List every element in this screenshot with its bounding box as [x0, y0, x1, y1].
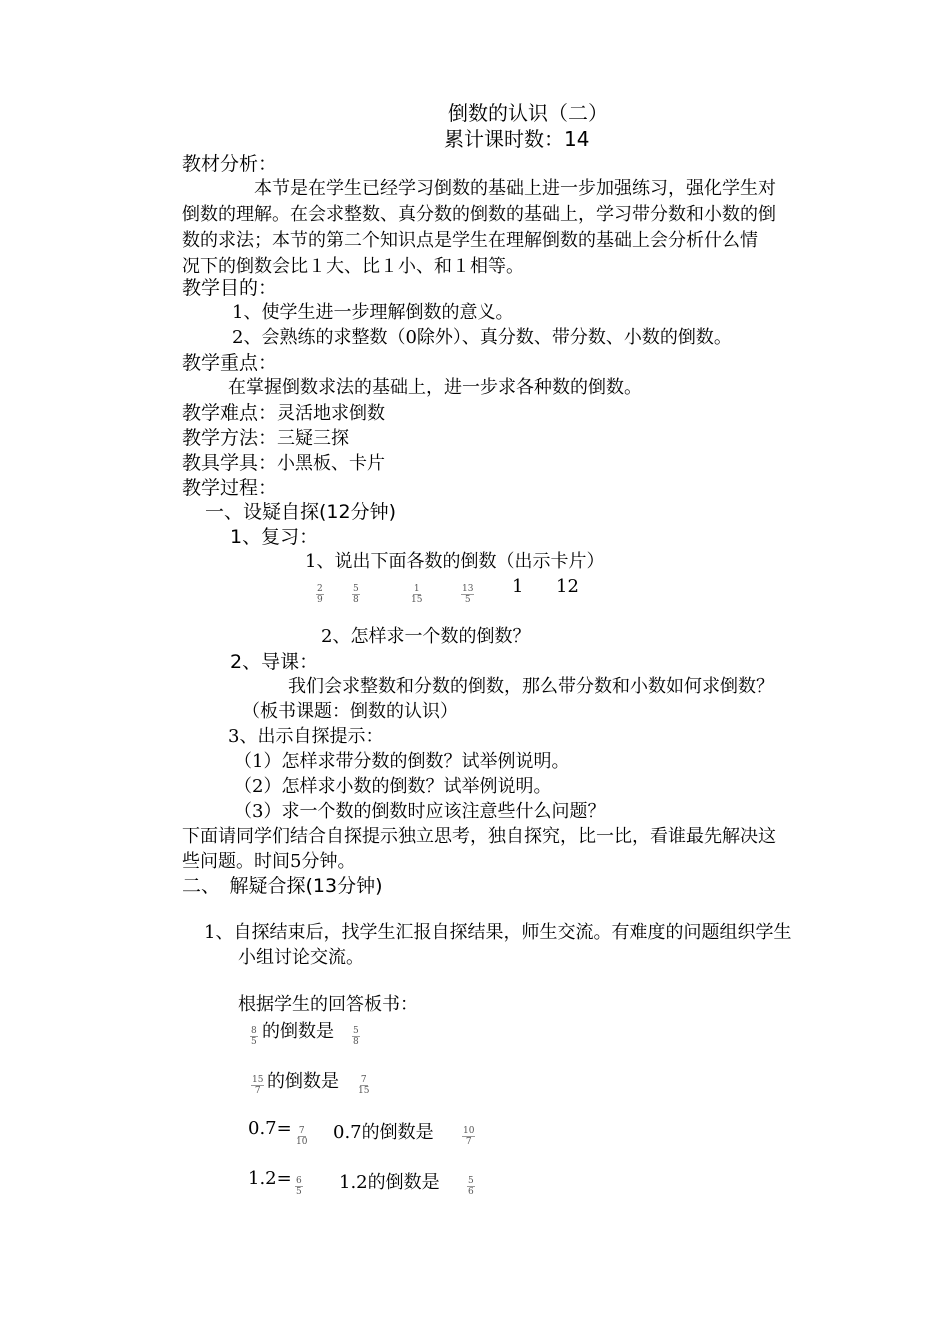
ex4-fraction-a-numerator: 6 [296, 1176, 302, 1186]
ex1-fraction-b [352, 1026, 360, 1047]
card-fraction-2-denominator: 8 [353, 595, 359, 605]
process-heading: 教学过程： [182, 477, 278, 499]
ex3-fraction-b [462, 1126, 475, 1147]
ex4-text: 1.2的倒数是 [339, 1172, 440, 1193]
tools-label: 教具学具： [182, 452, 278, 474]
goal-item-1: 1、使学生进一步理解倒数的意义。 [232, 302, 514, 323]
hint-3: （3）求一个数的倒数时应该注意些什么问题？ [234, 801, 606, 822]
method-label: 教学方法： [182, 427, 278, 449]
part2-heading: 二、 解疑合探(13分钟) [182, 875, 383, 897]
ex2-fraction-a-denominator: 7 [254, 1086, 261, 1096]
card-fraction-2 [352, 584, 360, 605]
ex1-fraction-b-numerator: 5 [353, 1026, 359, 1036]
ex1-fraction-a-denominator: 5 [251, 1037, 257, 1047]
card-integer-1: 1 [512, 576, 524, 597]
ex4-fraction-b-denominator: 6 [468, 1187, 474, 1197]
analysis-line-3: 数的求法；本节的第二个知识点是学生在理解倒数的基础上会分析什么情 [182, 230, 758, 251]
ex1-fraction-b-denominator: 8 [353, 1037, 359, 1047]
ex3-fraction-b-denominator: 7 [465, 1137, 472, 1147]
ex3-fraction-a [295, 1126, 308, 1147]
instruction-line-1: 下面请同学们结合自探提示独立思考，独自探究，比一比，看谁最先解决这 [182, 826, 776, 847]
card-fraction-4-numerator: 13 [462, 584, 474, 594]
card-fraction-4 [461, 584, 474, 605]
difficulty-label: 教学难点： [182, 402, 278, 424]
ex3-prefix: 0.7= [248, 1118, 292, 1139]
ex2-fraction-b-denominator: 15 [358, 1086, 370, 1096]
difficulty-row [182, 398, 385, 425]
ex2-fraction-a-numerator: 15 [252, 1075, 264, 1085]
ex3-fraction-b-numerator: 10 [463, 1126, 475, 1136]
card-fraction-3-numerator: 1 [413, 584, 420, 594]
card-fraction-1-denominator: 9 [317, 595, 323, 605]
hint-1: （1）怎样求带分数的倒数？试举例说明。 [234, 751, 570, 772]
instruction-line-2: 些问题。时间5分钟。 [182, 851, 356, 872]
review-question-1: 1、说出下面各数的倒数（出示卡片） [305, 551, 605, 572]
ex1-fraction-a-numerator: 8 [251, 1026, 257, 1036]
review-question-2: 2、怎样求一个数的倒数？ [321, 626, 531, 647]
board-title: （板书课题：倒数的认识） [242, 701, 458, 722]
ex4-prefix: 1.2= [248, 1168, 292, 1189]
method-row [182, 423, 349, 450]
analysis-line-1: 本节是在学生已经学习倒数的基础上进一步加强练习，强化学生对 [254, 178, 776, 199]
goals-heading: 教学目的： [182, 277, 278, 299]
analysis-line-4: 况下的倒数会比１大、比１小、和１相等。 [182, 256, 524, 277]
goal-item-2: 2、会熟练的求整数（0除外）、真分数、带分数、小数的倒数。 [232, 327, 732, 348]
ex3-fraction-a-numerator: 7 [298, 1126, 305, 1136]
ex2-fraction-b-numerator: 7 [360, 1075, 367, 1085]
hints-heading: 3、出示自探提示： [228, 726, 384, 747]
ex4-fraction-b [467, 1176, 475, 1197]
card-fraction-3-denominator: 15 [411, 595, 423, 605]
method-value: 三疑三探 [277, 428, 350, 449]
ex4-fraction-b-numerator: 5 [468, 1176, 474, 1186]
key-points-heading: 教学重点： [182, 352, 278, 374]
ex4-fraction-a-denominator: 5 [296, 1187, 302, 1197]
tools-row [182, 448, 385, 475]
analysis-line-2: 倒数的理解。在会求整数、真分数的倒数的基础上，学习带分数和小数的倒 [182, 204, 776, 225]
ex4-fraction-a [295, 1176, 303, 1197]
card-fraction-3 [410, 584, 423, 605]
difficulty-value: 灵活地求倒数 [277, 403, 386, 424]
step1-line-2: 小组讨论交流。 [238, 947, 364, 968]
analysis-heading: 教材分析： [182, 153, 278, 175]
intro-text: 我们会求整数和分数的倒数，那么带分数和小数如何求倒数？ [288, 676, 774, 697]
part1-heading: 一、设疑自探(12分钟) [205, 501, 397, 523]
ex3-text: 0.7的倒数是 [333, 1122, 434, 1143]
document-title: 倒数的认识（二） [448, 101, 608, 125]
ex2-fraction-a [251, 1075, 264, 1096]
card-integer-2: 12 [556, 576, 579, 597]
card-fraction-1-numerator: 2 [317, 584, 323, 594]
board-intro: 根据学生的回答板书： [238, 994, 418, 1015]
card-fraction-4-denominator: 5 [464, 595, 471, 605]
ex1-fraction-a [250, 1026, 258, 1047]
review-heading: 1、复习： [230, 526, 319, 548]
ex1-text: 的倒数是 [262, 1021, 334, 1042]
hint-2: （2）怎样求小数的倒数？试举例说明。 [234, 776, 552, 797]
ex3-fraction-a-denominator: 10 [296, 1137, 308, 1147]
ex2-fraction-b [357, 1075, 370, 1096]
key-points-text: 在掌握倒数求法的基础上，进一步求各种数的倒数。 [228, 377, 642, 398]
step1-line-1: 1、自探结束后，找学生汇报自探结果，师生交流。有难度的问题组织学生 [204, 922, 792, 943]
ex2-text: 的倒数是 [267, 1071, 339, 1092]
tools-value: 小黑板、卡片 [277, 453, 386, 474]
intro-heading: 2、导课： [230, 651, 319, 673]
card-fraction-1 [316, 584, 324, 605]
lesson-count: 累计课时数：14 [444, 127, 590, 151]
card-fraction-2-numerator: 5 [353, 584, 359, 594]
